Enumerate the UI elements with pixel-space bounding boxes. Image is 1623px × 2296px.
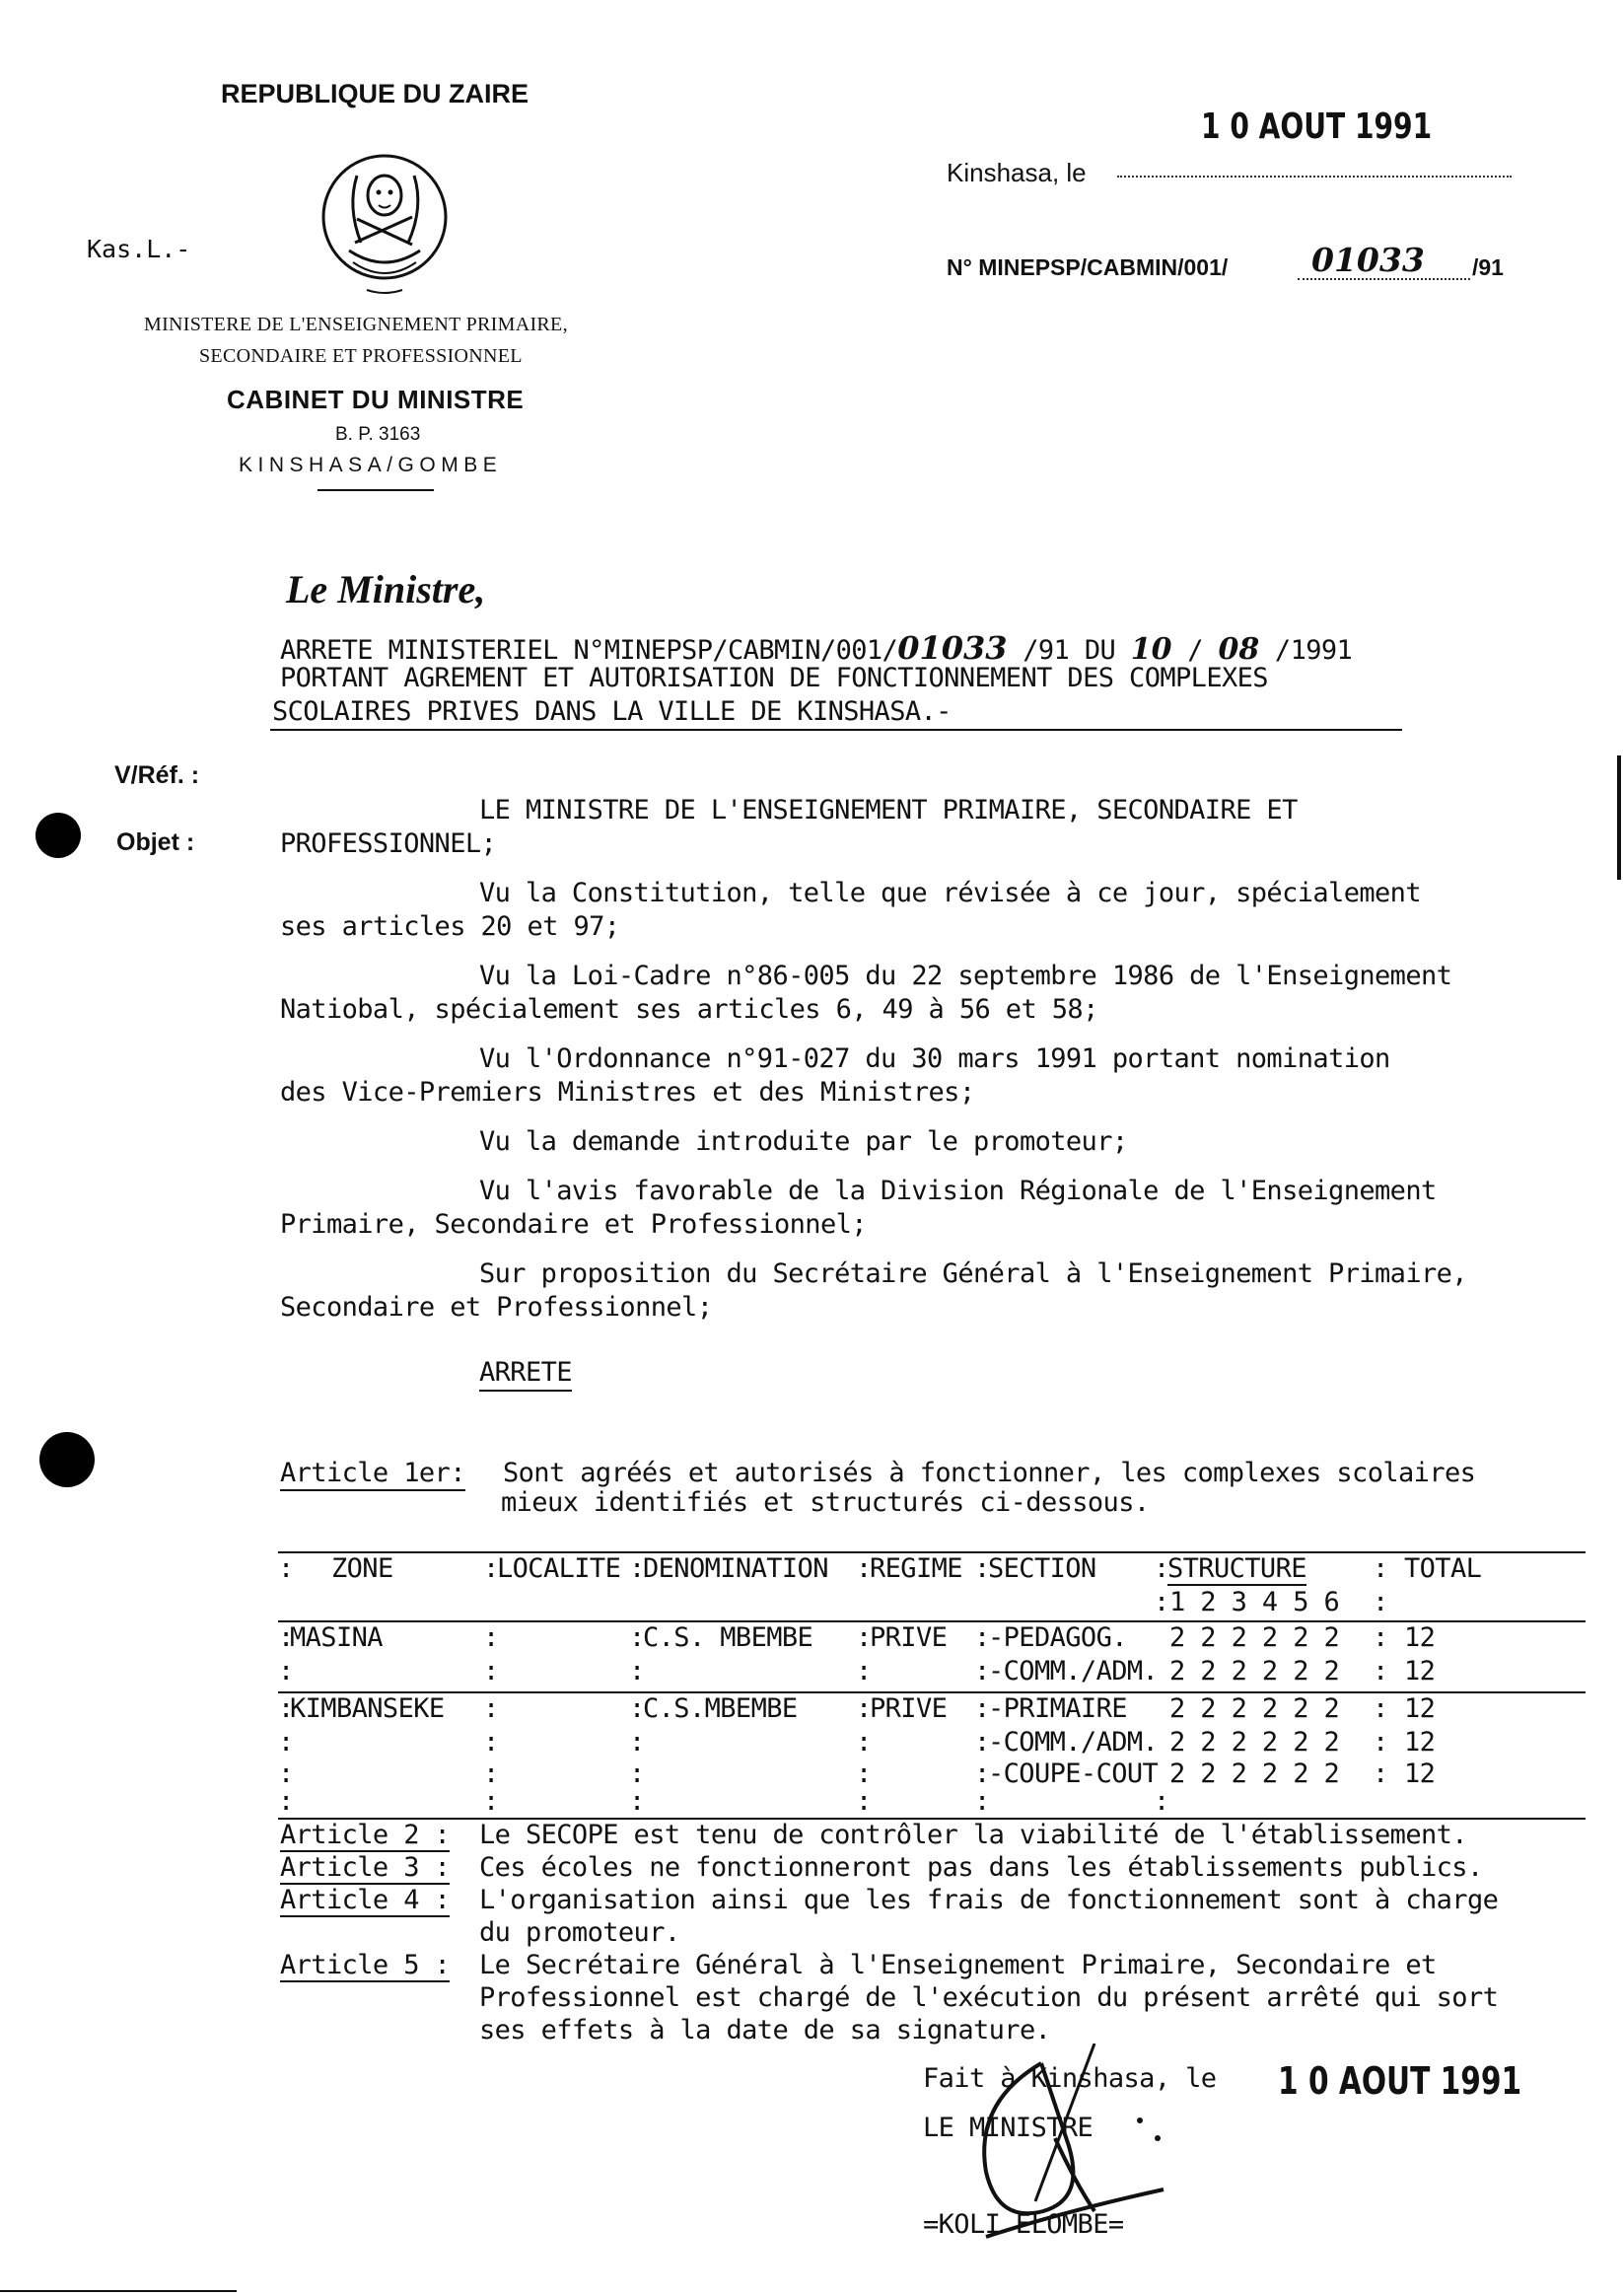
- row-denomination: C.S.MBEMBE: [643, 1693, 798, 1724]
- article1-label: Article 1er:: [280, 1458, 465, 1491]
- city-line: KINSHASA/GOMBE: [239, 454, 503, 476]
- article1-line1: Sont agréés et autorisés à fonctionner, les complexes scolaires: [503, 1458, 1476, 1488]
- signature-place: Fait à Kinshasa, le: [923, 2063, 1217, 2094]
- table-colon: :: [483, 1553, 499, 1584]
- table-colon: :: [856, 1786, 872, 1817]
- minister-line2: PROFESSIONNEL;: [280, 828, 497, 859]
- article5-line3: ses effets à la date de sa signature.: [479, 2015, 1051, 2045]
- table-colon: :: [629, 1693, 645, 1724]
- edge-mark: [1617, 755, 1621, 880]
- table-colon: :: [629, 1622, 645, 1653]
- article5-label: Article 5 :: [280, 1950, 451, 1980]
- arrete-slash: /: [1187, 635, 1203, 666]
- row-section: -COMM./ADM.: [988, 1727, 1159, 1758]
- title-underline: [270, 729, 1402, 731]
- article3-label: Article 3 :: [280, 1852, 451, 1883]
- header-total: TOTAL: [1404, 1553, 1482, 1584]
- page-edge-mark: [0, 2290, 237, 2292]
- article1-line2: mieux identifiés et structurés ci-dessous.: [501, 1487, 1150, 1518]
- table-colon: :: [278, 1786, 294, 1817]
- reference-code: Kas.L.-: [87, 235, 191, 263]
- date-stamp-bottom: 1 0 AOUT 1991: [1278, 2059, 1522, 2103]
- table-colon: :: [483, 1693, 499, 1724]
- vu-avis-line1: Vu l'avis favorable de la Division Régionale de l'Enseignement: [479, 1176, 1437, 1206]
- table-colon: :: [483, 1727, 499, 1758]
- vu-loi-cadre-line2: Natiobal, spécialement ses articles 6, 49 à 56 et 58;: [280, 994, 1098, 1025]
- signatory-name: =KOLI ELOMBE=: [923, 2209, 1124, 2240]
- article4-line2: du promoteur.: [479, 1917, 680, 1948]
- city-underline: [318, 489, 434, 491]
- row-section: -COUPE-COUT: [988, 1758, 1159, 1789]
- table-colon: :: [629, 1656, 645, 1686]
- row-regime: PRIVE: [870, 1622, 948, 1653]
- republic-heading: REPUBLIQUE DU ZAIRE: [221, 79, 529, 108]
- table-colon: :: [278, 1553, 294, 1584]
- table-colon: :: [974, 1786, 990, 1817]
- date-dotted-line: [1117, 176, 1512, 178]
- table-colon: :: [1154, 1786, 1169, 1817]
- row-structure: 2 2 2 2 2 2: [1169, 1622, 1340, 1653]
- table-colon: :: [974, 1758, 990, 1789]
- header-structure: STRUCTURE: [1167, 1553, 1306, 1584]
- table-colon: :: [856, 1758, 872, 1789]
- table-colon: :: [974, 1693, 990, 1724]
- schools-table: [278, 1543, 1589, 1818]
- vu-loi-cadre-line1: Vu la Loi-Cadre n°86-005 du 22 septembre 1986 de l'Enseignement: [479, 961, 1452, 991]
- article5-line1: Le Secrétaire Général à l'Enseignement Primaire, Secondaire et: [479, 1950, 1437, 1980]
- table-colon: :: [856, 1693, 872, 1724]
- arrete-mid: /91 DU: [1023, 635, 1116, 666]
- article3-text: Ces écoles ne fonctionneront pas dans les établissements publics.: [479, 1852, 1483, 1883]
- row-total: 12: [1404, 1727, 1436, 1758]
- cabinet-heading: CABINET DU MINISTRE: [227, 385, 525, 414]
- row-denomination: C.S. MBEMBE: [643, 1622, 813, 1653]
- row-section: -PRIMAIRE: [988, 1693, 1127, 1724]
- punch-hole-mark: [35, 813, 81, 858]
- table-colon: :: [278, 1622, 294, 1653]
- row-zone: MASINA: [290, 1622, 383, 1653]
- table-colon: :: [974, 1656, 990, 1686]
- table-colon: :: [629, 1553, 645, 1584]
- row-total: 12: [1404, 1622, 1436, 1653]
- arrete-title-line3: SCOLAIRES PRIVES DANS LA VILLE DE KINSHASA.-: [272, 696, 952, 727]
- table-colon: :: [1373, 1553, 1388, 1584]
- national-emblem: [296, 148, 473, 296]
- article4-line1: L'organisation ainsi que les frais de fonctionnement sont à charge: [479, 1885, 1499, 1915]
- table-colon: :: [974, 1727, 990, 1758]
- table-colon: :: [483, 1786, 499, 1817]
- header-structure-years: 1 2 3 4 5 6: [1169, 1587, 1340, 1617]
- table-colon: :: [278, 1727, 294, 1758]
- article5-line2: Professionnel est chargé de l'exécution du présent arrêté qui sort: [479, 1982, 1499, 2013]
- row-structure: 2 2 2 2 2 2: [1169, 1727, 1340, 1758]
- vu-avis-line2: Primaire, Secondaire et Professionnel;: [280, 1209, 867, 1240]
- vu-ordonnance-line1: Vu l'Ordonnance n°91-027 du 30 mars 1991 portant nomination: [479, 1043, 1390, 1074]
- document-number-handwritten: 01033: [1311, 241, 1425, 279]
- table-colon: :: [1373, 1727, 1388, 1758]
- table-colon: :: [856, 1727, 872, 1758]
- table-colon: :: [856, 1553, 872, 1584]
- arrete-month-handwritten: 08: [1218, 632, 1260, 667]
- table-colon: :: [629, 1727, 645, 1758]
- table-colon: :: [629, 1758, 645, 1789]
- vu-constitution-line1: Vu la Constitution, telle que révisée à ce jour, spécialement: [479, 878, 1421, 908]
- table-colon: :: [1373, 1693, 1388, 1724]
- document-number-label: N° MINEPSP/CABMIN/001/: [947, 254, 1229, 280]
- table-colon: :: [974, 1553, 990, 1584]
- row-structure: 2 2 2 2 2 2: [1169, 1758, 1340, 1789]
- arrete-title-line1: [280, 629, 1352, 667]
- table-colon: :: [1154, 1587, 1169, 1617]
- table-colon: :: [1154, 1553, 1169, 1584]
- salutation: Le Ministre,: [286, 567, 486, 611]
- row-structure: 2 2 2 2 2 2: [1169, 1656, 1340, 1686]
- objet-label: Objet :: [116, 828, 195, 856]
- punch-hole-mark: [39, 1432, 95, 1487]
- arrete-prefix: ARRETE MINISTERIEL N°MINEPSP/CABMIN/001/: [280, 635, 898, 666]
- article2-label: Article 2 :: [280, 1820, 451, 1850]
- arrete-number-handwritten: 01033: [897, 629, 1008, 667]
- table-colon: :: [483, 1758, 499, 1789]
- row-structure: 2 2 2 2 2 2: [1169, 1693, 1340, 1724]
- table-colon: :: [483, 1656, 499, 1686]
- minister-line1: LE MINISTRE DE L'ENSEIGNEMENT PRIMAIRE, SECONDAIRE ET: [479, 795, 1298, 825]
- row-total: 12: [1404, 1656, 1436, 1686]
- row-zone: KIMBANSEKE: [290, 1693, 445, 1724]
- vref-label: V/Réf. :: [114, 761, 200, 789]
- vu-ordonnance-line2: des Vice-Premiers Ministres et des Ministres;: [280, 1077, 975, 1108]
- arrete-title-line2: PORTANT AGREMENT ET AUTORISATION DE FONCTIONNEMENT DES COMPLEXES: [280, 663, 1268, 693]
- table-colon: :: [483, 1622, 499, 1653]
- ministry-name-line1: MINISTERE DE L'ENSEIGNEMENT PRIMAIRE,: [144, 314, 568, 335]
- header-denomination: DENOMINATION: [643, 1553, 828, 1584]
- handwritten-signature: [947, 2044, 1203, 2251]
- row-regime: PRIVE: [870, 1693, 948, 1724]
- table-colon: :: [278, 1656, 294, 1686]
- sur-proposition-line2: Secondaire et Professionnel;: [280, 1292, 713, 1323]
- article2-text: Le SECOPE est tenu de contrôler la viabilité de l'établissement.: [479, 1820, 1467, 1850]
- table-colon: :: [1373, 1587, 1388, 1617]
- header-localite: LOCALITE: [497, 1553, 621, 1584]
- table-colon: :: [629, 1786, 645, 1817]
- arrete-day-handwritten: 10: [1130, 632, 1172, 667]
- table-colon: :: [1373, 1622, 1388, 1653]
- row-section: -COMM./ADM.: [988, 1656, 1159, 1686]
- article4-label: Article 4 :: [280, 1885, 451, 1915]
- row-total: 12: [1404, 1758, 1436, 1789]
- header-section: SECTION: [988, 1553, 1096, 1584]
- table-colon: :: [856, 1622, 872, 1653]
- date-stamp-top: 1 0 AOUT 1991: [1201, 107, 1433, 147]
- arrete-heading: ARRETE: [479, 1357, 572, 1392]
- table-colon: :: [1373, 1758, 1388, 1789]
- ministry-name-line2: SECONDAIRE ET PROFESSIONNEL: [199, 345, 523, 367]
- header-zone: ZONE: [331, 1553, 393, 1584]
- signature-title: LE MINISTRE: [923, 2113, 1094, 2143]
- table-colon: :: [278, 1693, 294, 1724]
- table-colon: :: [974, 1622, 990, 1653]
- row-total: 12: [1404, 1693, 1436, 1724]
- table-colon: :: [278, 1758, 294, 1789]
- header-regime: REGIME: [870, 1553, 962, 1584]
- arrete-year: /1991: [1274, 635, 1353, 666]
- sur-proposition-line1: Sur proposition du Secrétaire Général à l'Enseignement Primaire,: [479, 1258, 1467, 1289]
- table-colon: :: [856, 1656, 872, 1686]
- row-section: -PEDAGOG.: [988, 1622, 1127, 1653]
- vu-constitution-line2: ses articles 20 et 97;: [280, 911, 620, 942]
- document-number-suffix: /91: [1472, 254, 1504, 280]
- table-colon: :: [1373, 1656, 1388, 1686]
- postal-box: B. P. 3163: [335, 424, 421, 445]
- place-label: Kinshasa, le: [947, 158, 1087, 187]
- vu-demande-line: Vu la demande introduite par le promoteur;: [479, 1126, 1128, 1157]
